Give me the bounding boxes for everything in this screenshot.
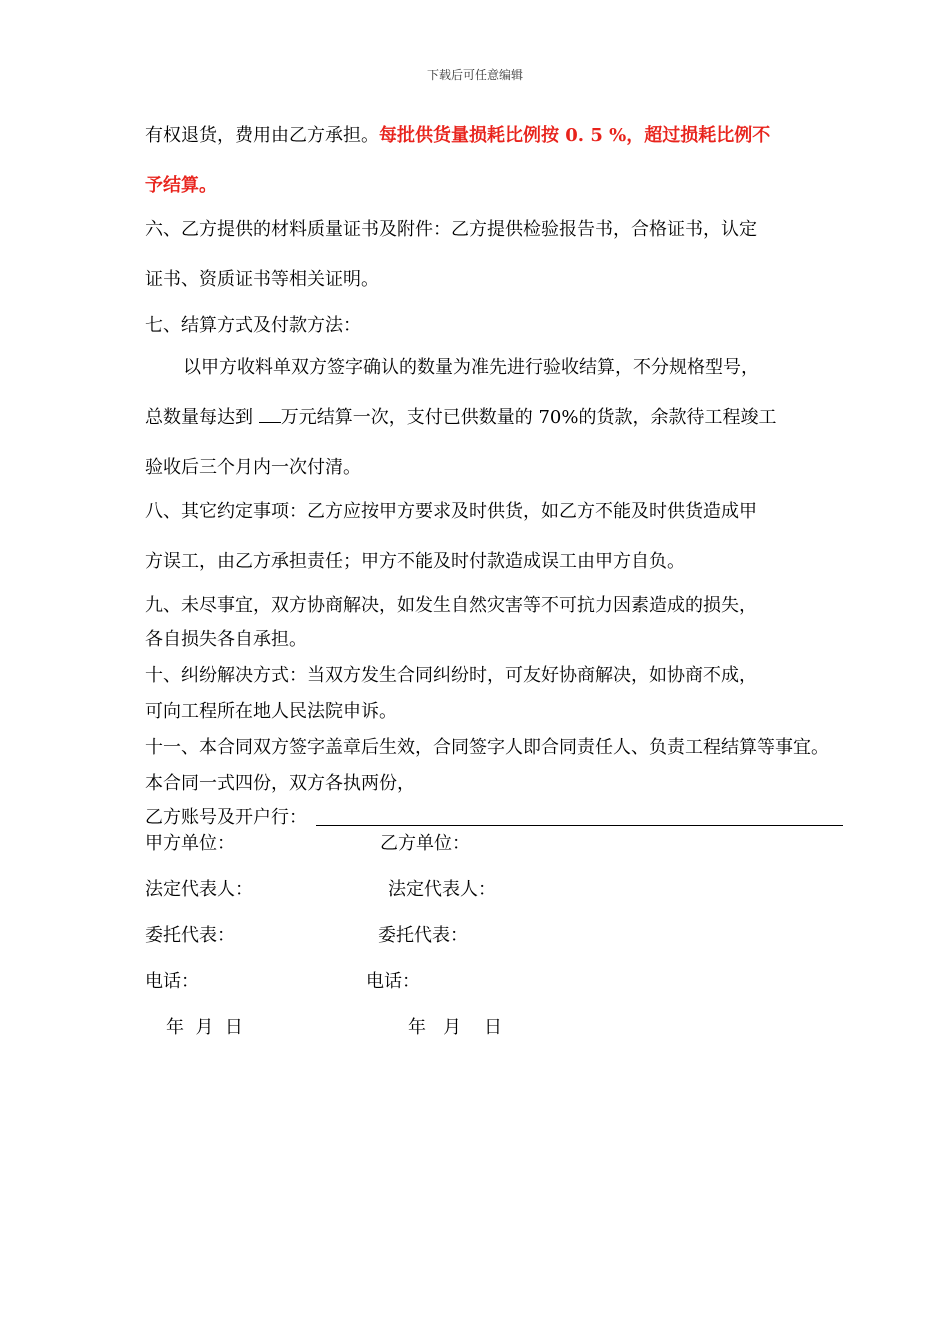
phone-b-label: 电话： (366, 971, 420, 992)
legal-rep-b-label: 法定代表人： (388, 879, 496, 900)
clause-7-text-a: 总数量每达到 (145, 407, 259, 428)
date-b: 年 月 日 (408, 1017, 503, 1038)
clause-8-line-1: 八、其它约定事项：乙方应按甲方要求及时供货，如乙方不能及时供货造成甲 (145, 501, 757, 522)
amount-blank[interactable] (259, 406, 281, 423)
clause-7-line-1: 以甲方收料单双方签字确认的数量为准先进行验收结算，不分规格型号， (183, 357, 759, 378)
phone-a-label: 电话： (145, 971, 199, 992)
clause-10-line-1: 十、纠纷解决方式：当双方发生合同纠纷时，可友好协商解决，如协商不成， (145, 665, 757, 686)
clause-6-line-2: 证书、资质证书等相关证明。 (145, 269, 379, 290)
clause-10-line-2: 可向工程所在地人民法院申诉。 (145, 701, 397, 722)
party-b-unit-label: 乙方单位： (380, 833, 470, 854)
clause-5-text: 有权退货，费用由乙方承担。 (145, 125, 379, 146)
account-input-line[interactable] (316, 825, 843, 826)
clause-7-title: 七、结算方式及付款方法： (145, 315, 361, 336)
clause-11-line-2: 本合同一式四份，双方各执两份， (145, 773, 415, 794)
clause-6-line-1: 六、乙方提供的材料质量证书及附件：乙方提供检验报告书，合格证书，认定 (145, 219, 757, 240)
clause-9-line-2: 各自损失各自承担。 (145, 629, 307, 650)
clause-8-line-2: 方误工，由乙方承担责任；甲方不能及时付款造成误工由甲方自负。 (145, 551, 685, 572)
date-a: 年 月 日 (166, 1017, 243, 1038)
agent-a-label: 委托代表： (145, 925, 235, 946)
clause-7-text-b: 万元结算一次，支付已供数量的 70%的货款，余款待工程竣工 (280, 407, 777, 428)
account-label: 乙方账号及开户行： (145, 807, 307, 828)
clause-5-line-2: 予结算。 (145, 175, 217, 196)
loss-ratio-highlight: 每批供货量损耗比例按 0. 5 %，超过损耗比例不 (379, 125, 771, 146)
legal-rep-a-label: 法定代表人： (145, 879, 253, 900)
page-header: 下载后可任意编辑 (426, 68, 523, 82)
clause-7-line-2 (145, 406, 776, 430)
clause-5-line-1 (145, 124, 770, 148)
clause-9-line-1: 九、未尽事宜，双方协商解决，如发生自然灾害等不可抗力因素造成的损失， (145, 595, 757, 616)
party-a-unit-label: 甲方单位： (145, 833, 235, 854)
clause-11-line-1: 十一、本合同双方签字盖章后生效，合同签字人即合同责任人、负责工程结算等事宜。 (145, 737, 829, 758)
clause-7-line-3: 验收后三个月内一次付清。 (145, 457, 361, 478)
agent-b-label: 委托代表： (378, 925, 468, 946)
